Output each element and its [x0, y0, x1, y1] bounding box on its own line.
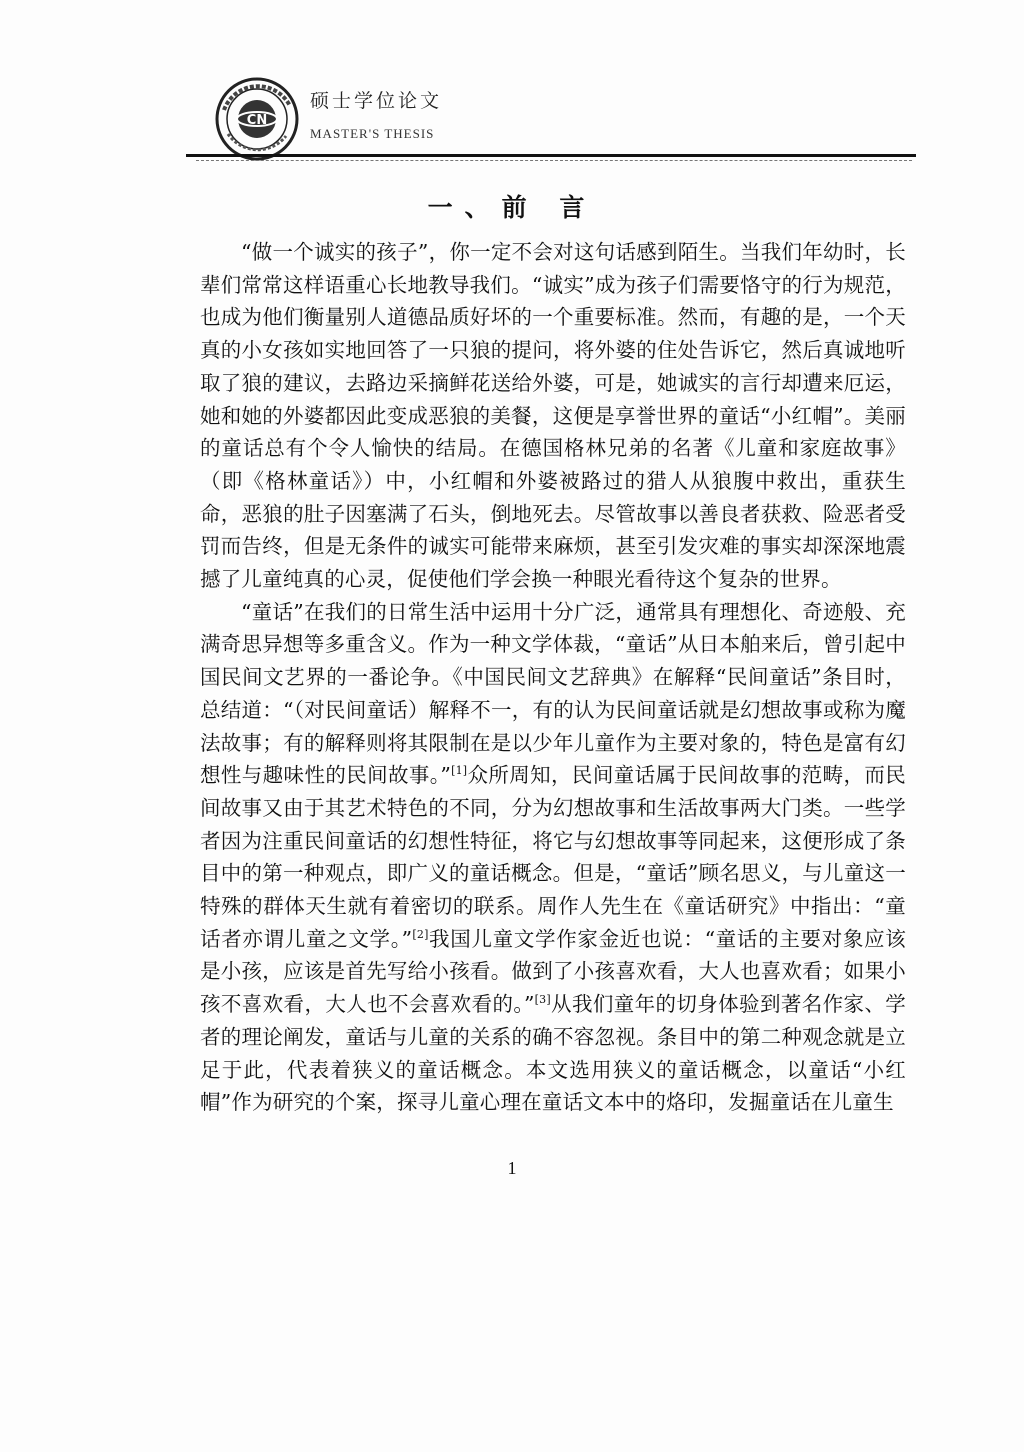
paragraph-text: “做一个诚实的孩子”，你一定不会对这句话感到陌生。当我们年幼时，长辈们常常这样语重心长地教导我们。“诚实”成为孩子们需要恪守的行为规范，也成为他们衡量别人道德品质好坏的一个重要标准。然而，有趣的是，一个天真的小女孩如实地回答了一只狼的提问，将外婆的住处告诉它，然后真诚地听取了狼的建议，去路边采摘鲜花送给外婆，可是，她诚实的言行却遭来厄运，她和她的外婆都因此变成恶狼的美餐，这便是享誉世界的童话“小红帽”。美丽的童话总有个令人愉快的结局。在德国格林兄弟的名著《儿童和家庭故事》（即《格林童话》）中，小红帽和外婆被路过的猎人从狼腹中救出，重获生命，恶狼的肚子因塞满了石头，倒地死去。尽管故事以善良者获救、险恶者受罚而告终，但是无条件的诚实可能带来麻烦，甚至引发灾难的事实却深深地震撼了儿童纯真的心灵，促使他们学会换一种眼光看待这个复杂的世界。 [200, 240, 906, 592]
header-rule [186, 154, 916, 157]
paragraph [200, 236, 906, 596]
citation-ref: [2] [412, 927, 429, 941]
paragraph [200, 596, 906, 1119]
paragraph-text: 众所周知，民间童话属于民间故事的范畴，而民间故事又由于其艺术特色的不同，分为幻想故事和生活故事两大门类。一些学者因为注重民间童话的幻想性特征，将它与幻想故事等同起来，这便形成了条目中的第一种观点，即广义的童话概念。但是，“童话”顾名思义，与儿童这一特殊的群体天生就有着密切的联系。周作人先生在《童话研究》中指出：“童话者亦谓儿童之文学。” [200, 763, 906, 951]
body-text [200, 236, 906, 1119]
page-number: 1 [507, 1158, 517, 1178]
paragraph-text: “童话”在我们的日常生活中运用十分广泛，通常具有理想化、奇迹般、充满奇思异想等多重含义。作为一种文学体裁，“童话”从日本舶来后，曾引起中国民间文艺界的一番论争。《中国民间文艺辞典》在解释“民间童话”条目时，总结道：“（对民间童话）解释不一，有的认为民间童话就是幻想故事或称为魔法故事；有的解释则将其限制在是以少年儿童作为主要对象的，特色是富有幻想性与趣味性的民间故事。” [200, 599, 906, 788]
header-title-en: MASTER'S THESIS [310, 126, 435, 141]
section-title: 一、前 言 [427, 193, 597, 222]
header-rule-secondary [196, 160, 912, 161]
paragraph-text: 我国儿童文学作家金近也说：“童话的主要对象应该是小孩，应该是首先写给小孩看。做到了小孩喜欢看，大人也喜欢看；如果小孩不喜欢看，大人也不会喜欢看的。” [200, 926, 906, 1017]
paragraph-text: 从我们童年的切身体验到著名作家、学者的理论阐发，童话与儿童的关系的确不容忽视。条目中的第二种观念就是立足于此，代表着狭义的童话概念。本文选用狭义的童话概念，以童话“小红帽”作为研究的个案，探寻儿童心理在童话文本中的烙印，发掘童话在儿童生 [200, 992, 906, 1115]
citation-ref: [3] [534, 993, 551, 1007]
university-seal-logo [214, 76, 300, 162]
header-title-cn: 硕士学位论文 [310, 90, 443, 112]
svg-text:CN: CN [246, 113, 268, 128]
citation-ref: [1] [451, 764, 468, 778]
